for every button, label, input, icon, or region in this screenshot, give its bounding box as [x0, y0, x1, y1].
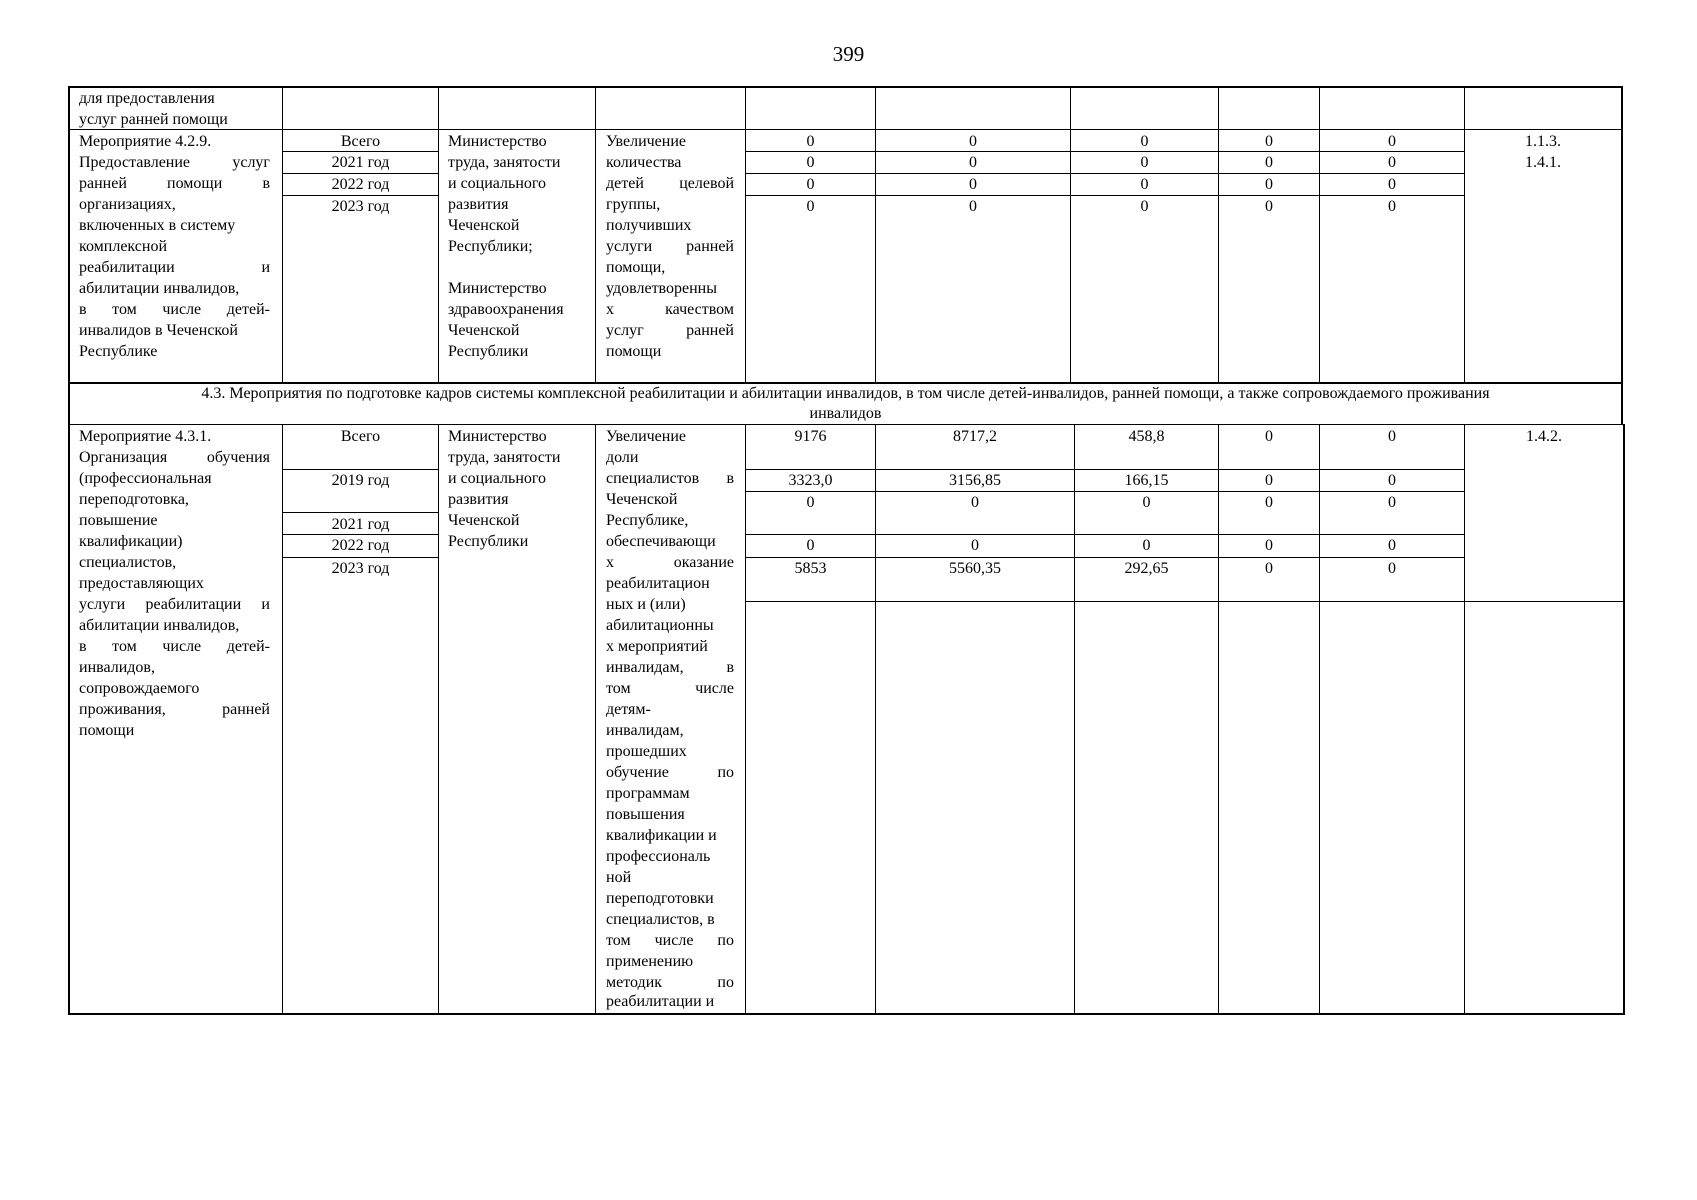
result-line: услуг ранней — [606, 322, 734, 339]
name-line: предоставляющих — [79, 575, 204, 592]
value-cell: 0 — [1388, 428, 1396, 445]
period-label: 2021 год — [331, 516, 390, 533]
value-cell: 0 — [1388, 494, 1396, 511]
name-line: переподготовка, — [79, 491, 189, 508]
result-line: удовлетворенны — [606, 280, 717, 297]
value-cell: 0 — [1265, 198, 1273, 215]
value-cell: 0 — [806, 198, 815, 215]
value-cell: 0 — [1265, 472, 1273, 489]
name-line: инвалидов в Чеченской — [79, 322, 238, 339]
section-heading-line: 4.3. Мероприятия по подготовке кадров системы комплексной реабилитации и абилитации инвалидов, в том числе детей-инвалидов, ранней помощи, а также сопровождаемого проживания — [201, 385, 1490, 402]
period-label: 2023 год — [331, 198, 390, 215]
result-line: услуги ранней — [606, 238, 734, 255]
period-label: Всего — [340, 428, 381, 445]
name-line: в том числе детей- — [79, 638, 270, 655]
value-cell: 458,8 — [1128, 428, 1165, 445]
executor-line: развития — [448, 196, 509, 213]
value-cell: 292,65 — [1124, 560, 1169, 577]
value-cell: 0 — [1388, 472, 1396, 489]
result-line: реабилитации и — [606, 993, 715, 1010]
value-cell: 0 — [971, 537, 979, 554]
name-line: повышение — [79, 512, 158, 529]
result-line: доли — [606, 449, 639, 466]
value-cell: 0 — [1388, 133, 1396, 150]
result-line: применению — [606, 953, 694, 970]
result-line: специалистов в — [606, 470, 734, 487]
result-line: профессиональ — [606, 848, 711, 865]
name-line: организациях, — [79, 196, 176, 213]
name-line: Мероприятие 4.3.1. — [79, 428, 212, 445]
name-line: включенных в систему — [79, 217, 236, 234]
result-line: обеспечивающи — [606, 533, 716, 550]
period-label: 2023 год — [331, 560, 390, 577]
executor-line: Министерство — [448, 280, 547, 297]
executor-line: Чеченской — [448, 217, 520, 234]
name-line: абилитации инвалидов, — [79, 280, 240, 297]
executor-line: Республики; — [448, 238, 533, 255]
name-line: в том числе детей- — [79, 301, 270, 318]
value-cell: 0 — [1140, 133, 1149, 150]
indicator-code: 1.4.2. — [1526, 428, 1562, 445]
result-line: количества — [606, 154, 682, 171]
value-cell: 0 — [806, 133, 815, 150]
result-line: ных и (или) — [606, 596, 686, 613]
value-cell: 0 — [1265, 537, 1273, 554]
name-line: Организация обучения — [79, 449, 270, 466]
result-line: квалификации и — [606, 827, 717, 844]
executor-line: развития — [448, 491, 509, 508]
result-line: том числе — [606, 680, 734, 697]
period-label: 2021 год — [331, 154, 390, 171]
executor-line: Республики — [448, 533, 529, 550]
value-cell: 0 — [1265, 560, 1273, 577]
executor-line: Чеченской — [448, 322, 520, 339]
name-line: инвалидов, — [79, 659, 155, 676]
value-cell: 0 — [1142, 494, 1151, 511]
result-line: повышения — [606, 806, 685, 823]
value-cell: 0 — [1388, 560, 1396, 577]
page-number: 399 — [832, 42, 865, 66]
result-line: Республике, — [606, 512, 689, 529]
result-line: помощи — [606, 343, 662, 360]
executor-line: и социального — [448, 175, 547, 192]
period-label: Всего — [340, 133, 381, 150]
name-line: услуги реабилитации и — [79, 596, 270, 613]
result-line: инвалидам, — [606, 722, 684, 739]
name-line: Республике — [79, 343, 158, 360]
value-cell: 3323,0 — [788, 472, 833, 489]
value-cell: 166,15 — [1124, 472, 1169, 489]
executor-line: здравоохранения — [448, 301, 564, 318]
name-line: специалистов, — [79, 554, 177, 571]
result-line: реабилитацион — [606, 575, 710, 592]
result-line: детей целевой — [606, 175, 734, 192]
result-line: х качеством — [606, 301, 734, 318]
name-line: Предоставление услуг — [79, 154, 270, 171]
section-heading-line: инвалидов — [809, 405, 882, 422]
result-line: Чеченской — [606, 491, 678, 508]
value-cell: 5853 — [794, 560, 827, 577]
result-line: ной — [606, 869, 632, 886]
value-cell: 0 — [1140, 198, 1149, 215]
result-line: группы, — [606, 196, 661, 213]
executor-line: труда, занятости — [448, 449, 561, 466]
name-line: абилитации инвалидов, — [79, 617, 240, 634]
period-label: 2019 год — [331, 472, 390, 489]
value-cell: 0 — [971, 494, 979, 511]
name-line: проживания, ранней — [79, 701, 270, 718]
value-cell: 0 — [1388, 176, 1396, 193]
value-cell: 0 — [1265, 494, 1273, 511]
value-cell: 9176 — [794, 428, 827, 445]
name-line: квалификации) — [79, 533, 183, 550]
name-line: сопровождаемого — [79, 680, 200, 697]
indicator-code: 1.4.1. — [1525, 154, 1561, 171]
period-label: 2022 год — [331, 537, 390, 554]
executor-line: Республики — [448, 343, 529, 360]
value-cell: 0 — [1140, 154, 1149, 171]
value-cell: 0 — [806, 154, 815, 171]
name-line: реабилитации и — [79, 259, 270, 276]
value-cell: 0 — [1388, 154, 1396, 171]
value-cell: 0 — [1265, 176, 1273, 193]
value-cell: 0 — [806, 494, 815, 511]
value-cell: 0 — [1265, 133, 1273, 150]
result-line: обучение по — [606, 764, 734, 781]
value-cell: 0 — [806, 176, 815, 193]
result-line: том числе по — [606, 932, 734, 949]
indicator-code: 1.1.3. — [1525, 133, 1561, 150]
result-line: прошедших — [606, 743, 687, 760]
executor-line: Министерство — [448, 428, 547, 445]
value-cell: 0 — [1140, 176, 1149, 193]
result-line: специалистов, в — [606, 911, 715, 928]
period-label: 2022 год — [331, 176, 390, 193]
result-line: переподготовки — [606, 890, 714, 907]
name-line: Мероприятие 4.2.9. — [79, 133, 212, 150]
result-line: получивших — [606, 217, 692, 234]
result-line: х оказание — [606, 554, 734, 571]
value-cell: 8717,2 — [953, 428, 997, 445]
result-line: методик по — [606, 974, 734, 991]
value-cell: 0 — [969, 176, 977, 193]
result-line: абилитационны — [606, 617, 714, 634]
result-line: инвалидам, в — [606, 659, 734, 676]
value-cell: 5560,35 — [949, 560, 1001, 577]
name-line: (профессиональная — [79, 470, 212, 487]
name-line: комплексной — [79, 238, 168, 255]
executor-line: Чеченской — [448, 512, 520, 529]
result-line: помощи, — [606, 259, 666, 276]
executor-line: труда, занятости — [448, 154, 561, 171]
executor-line: и социального — [448, 470, 547, 487]
value-cell: 3156,85 — [949, 472, 1001, 489]
executor-line: Министерство — [448, 133, 547, 150]
value-cell: 0 — [969, 133, 977, 150]
value-cell: 0 — [969, 154, 977, 171]
name-line: ранней помощи в — [79, 175, 270, 192]
row0-name-line: услуг ранней помощи — [79, 111, 228, 128]
result-line: Увеличение — [606, 133, 687, 150]
value-cell: 0 — [806, 537, 815, 554]
name-line: помощи — [79, 722, 135, 739]
result-line: программам — [606, 785, 690, 802]
result-line: Увеличение — [606, 428, 687, 445]
value-cell: 0 — [1142, 537, 1151, 554]
value-cell: 0 — [1388, 198, 1396, 215]
value-cell: 0 — [1265, 428, 1273, 445]
row0-name-line: для предоставления — [79, 90, 215, 107]
result-line: х мероприятий — [606, 638, 708, 655]
value-cell: 0 — [1265, 154, 1273, 171]
result-line: детям- — [606, 701, 651, 718]
value-cell: 0 — [969, 198, 977, 215]
value-cell: 0 — [1388, 537, 1396, 554]
